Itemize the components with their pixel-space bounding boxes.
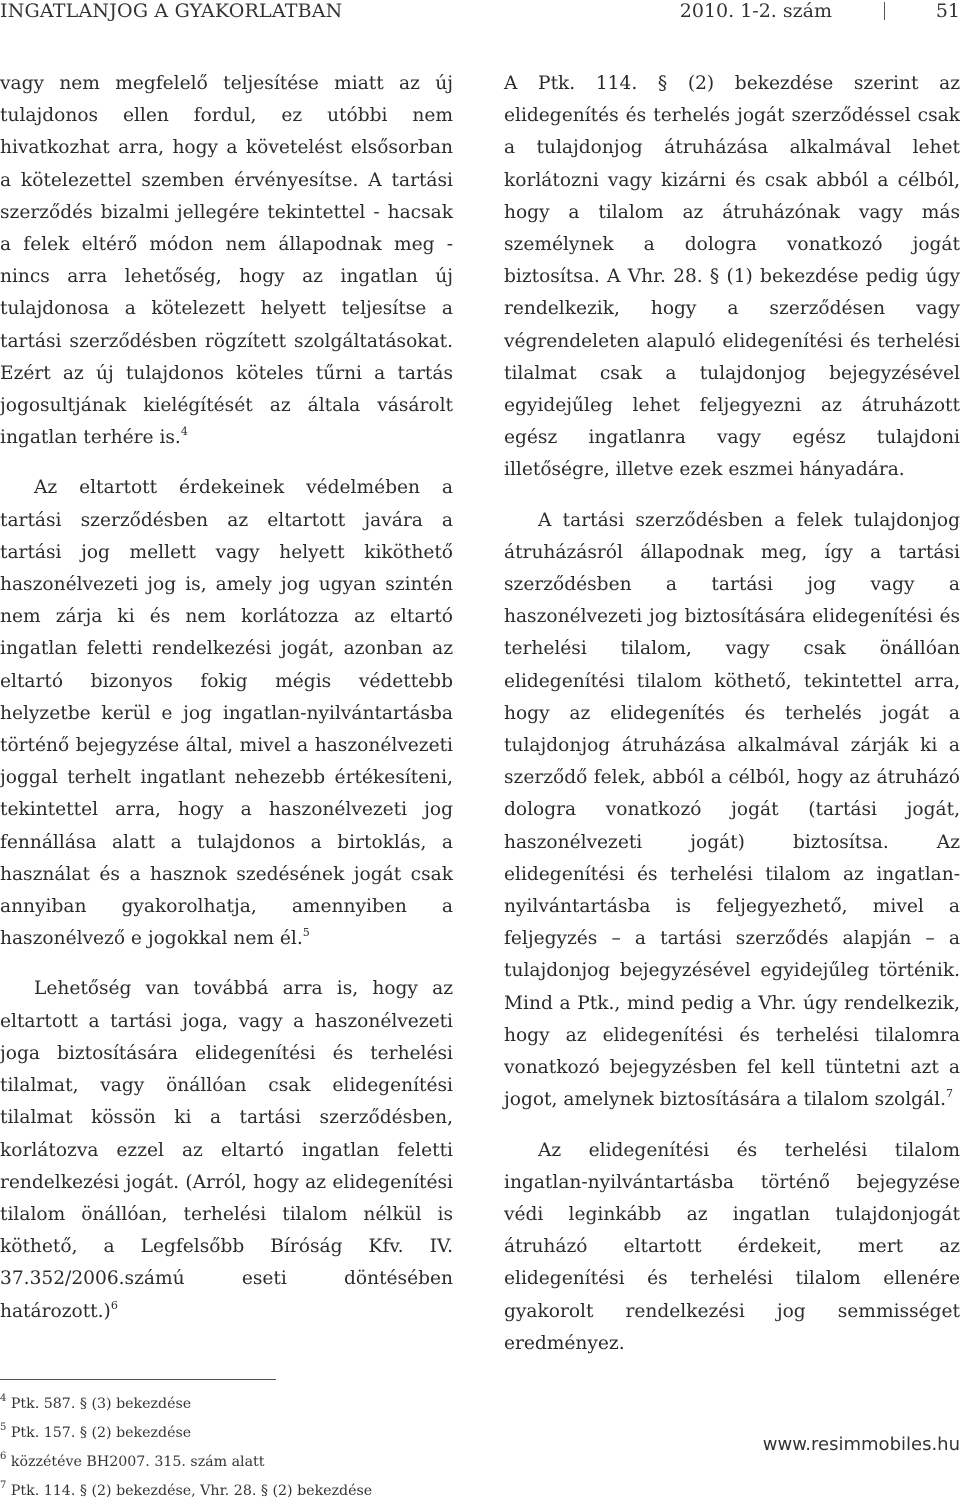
footnote: $^5$ Ptk. 157. § (2) bekezdése (0, 1422, 192, 1441)
paragraph: Lehetőség van továbbá arra is, hogy az eltartott a tartási joga, vagy a haszonélvezeti joga biztosítására elidegenítési és terhelési tilalmat, vagy önállóan csak elidegenítési tilalmat kössön ki a tartási szerződésben, korlátozva ezzel az eltartó ingatlan feletti rendelkezési jogát. (Arról, hogy az elidegenítési tilalom önállóan, terhelési tilalom nélkül is köthető, a Legfelsőbb Bíróság Kfv. IV. 37.352/2006.számú eseti döntésében határozott.)$^6$ (0, 978, 453, 1322)
page-number: 51 (935, 0, 960, 22)
footnote-ref: 6 (110, 1298, 118, 1312)
footnotes (0, 1390, 560, 1506)
footnote: $^4$ Ptk. 587. § (3) bekezdése (0, 1393, 192, 1412)
footnote-ref: 5 (302, 926, 310, 940)
journal-title: INGATLANJOG A GYAKORLATBAN (0, 0, 343, 22)
paragraph: A Ptk. 114. § (2) bekezdése szerint az elidegenítés és terhelés jogát szerződéssel csak a tulajdonjog átruházása alkalmával lehet korlátozni vagy kizárni és csak abból a célból, hogy a tilalom az átruházónak vagy más személynek a dologra vonatkozó jogát biztosítsa. A Vhr. 28. § (1) bekezdése pedig úgy rendelkezik, hogy a szerződésen vagy végrendeleten alapuló elidegenítési és terhelési tilalmat csak a tulajdonjog bejegyzésével egyidejűleg lehet feljegyezni az átruházott egész ingatlanra vagy egész tulajdoni illetőségre, illetve ezek eszmei hányadára. (504, 73, 960, 481)
paragraph: vagy nem megfelelő teljesítése miatt az új tulajdonos ellen fordul, ez utóbbi nem hivatkozhat arra, hogy a követelést elsősorban a kötelezettel szemben érvényesítse. A tartási szerződés bizalmi jellegére tekintettel - hacsak a felek eltérő módon nem állapodnak meg - nincs arra lehetőség, hogy az ingatlan új tulajdonosa a kötelezett helyett teljesítse a tartási szerződésben rögzített szolgáltatásokat. Ezért az új tulajdonos köteles tűrni a tartás jogosultjának kielégítését az általa vásárolt ingatlan terhére is.$^4$ (0, 73, 453, 449)
footnote-ref: 7 (946, 1087, 954, 1101)
website-link[interactable]: www.resimmobiles.hu (762, 1434, 960, 1455)
paragraph: Az eltartott érdekeinek védelmében a tartási szerződésben az eltartott javára a tartási jog mellett vagy helyett kiköthető haszonélvezeti jog is, amely jog ugyan szintén nem zárja ki és nem korlátozza az eltartó ingatlan feletti rendelkezési jogát, azonban az eltartó bizonyos fokig mégis védettebb helyzetbe kerül e jog ingatlan-nyilvántartásba történő bejegyzése által, mivel a haszonélvezeti joggal terhelt ingatlant nehezebb értékesíteni, tekintettel arra, hogy a haszonélvezeti jog fennállása alatt a tulajdonos a birtoklás, a használat és a hasznok szedésének jogát csak annyiban gyakorolhatja, amennyiben a haszonélvező e jogokkal nem él.$^5$ (0, 477, 453, 950)
right-column (504, 68, 960, 1360)
paragraph: A tartási szerződésben a felek tulajdonjog átruházásról állapodnak meg, így a tartási szerződésben a tartási jog vagy a haszonélvezeti jog biztosítására elidegenítési és terhelési tilalom, vagy csak önállóan elidegenítési tilalom köthető, tekintettel arra, hogy az elidegenítés és terhelés jogát a tulajdonjog átruházása alkalmával zárják ki a szerződő felek, abból a célból, hogy az átruházó dologra vonatkozó jogát (tartási jogát, haszonélvezeti jogát) biztosítsa. Az elidegenítési és terhelési tilalom az ingatlan-nyilvántartásba is feljegyezhető, mivel a feljegyzés – a tartási szerződés alapján – a tulajdonjog bejegyzésével egyidejűleg történik. Mind a Ptk., mind pedig a Vhr. úgy rendelkezik, hogy az elidegenítési és terhelési tilalomra vonatkozó bejegyzésben fel kell tüntetni azt a jogot, amelynek biztosítására a tilalom szolgál.$^7$ (504, 509, 960, 1111)
header-divider (884, 2, 885, 20)
paragraph: Az elidegenítési és terhelési tilalom ingatlan-nyilvántartásba történő bejegyzése védi leginkább az ingatlan tulajdonjogát átruházó eltartott érdekeit, mert az elidegenítési és terhelési tilalom ellenére gyakorolt rendelkezési jog semmisséget eredményez. (504, 1139, 960, 1354)
footnote: $^7$ Ptk. 114. § (2) bekezdése, Vhr. 28. § (2) bekezdése (0, 1480, 373, 1499)
footnote: $^6$ közzétéve BH2007. 315. szám alatt (0, 1451, 265, 1470)
page-header (0, 0, 960, 26)
issue-number: 2010. 1-2. szám (679, 0, 832, 22)
left-column (0, 68, 453, 1346)
footnote-divider (0, 1379, 276, 1380)
footnote-ref: 4 (180, 425, 188, 439)
